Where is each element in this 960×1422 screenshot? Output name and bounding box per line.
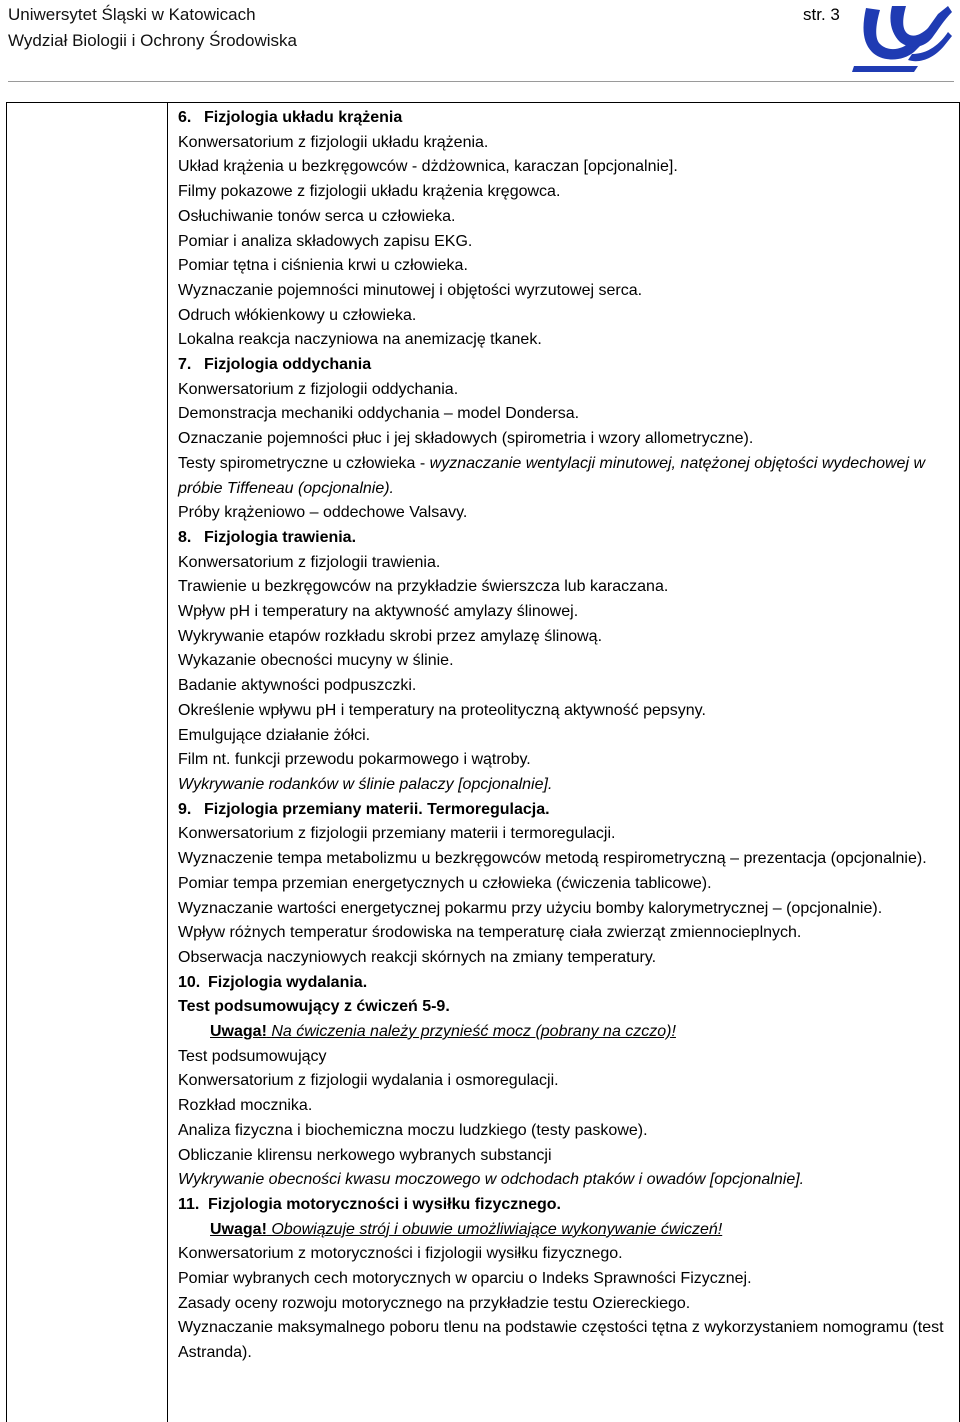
item-text: Zasady oceny rozwoju motorycznego na przykładzie testu Oziereckiego. [178, 1294, 691, 1312]
item-text: Konwersatorium z fizjologii trawienia. [178, 553, 441, 571]
item-text: Konwersatorium z fizjologii przemiany materii i termoregulacji. [178, 825, 616, 843]
item-text: Wpływ różnych temperatur środowiska na temperaturę ciała zwierząt zmiennocieplnych. [178, 924, 802, 942]
item-text: Filmy pokazowe z fizjologii układu krążenia kręgowca. [178, 183, 561, 201]
item-text: Badanie aktywności podpuszczki. [178, 677, 417, 695]
section-title: Fizjologia trawienia. [204, 528, 357, 546]
list-item [178, 822, 952, 847]
item-text: Oznaczanie pojemności płuc i jej składowych (spirometria i wzory allometryczne). [178, 430, 754, 448]
item-text: Test podsumowujący z ćwiczeń 5-9. [178, 998, 450, 1016]
list-item [178, 180, 952, 205]
section-title: Fizjologia motoryczności i wysiłku fizycznego. [208, 1195, 561, 1213]
list-item [178, 847, 952, 872]
list-item [178, 748, 952, 773]
list-item [178, 1168, 952, 1193]
item-text: Układ krążenia u bezkręgowców - dżdżownica, karaczan [opcjonalnie]. [178, 158, 678, 176]
list-item [178, 501, 952, 526]
section-heading [178, 798, 952, 823]
list-item [178, 1316, 952, 1365]
item-text: Wykrywanie etapów rozkładu skrobi przez amylazę ślinową. [178, 627, 603, 645]
list-item [178, 1069, 952, 1094]
list-item [178, 230, 952, 255]
item-text: Obserwacja naczyniowych reakcji skórnych na zmiany temperatury. [178, 948, 657, 966]
university-logo-icon [848, 2, 954, 74]
item-text: Konwersatorium z fizjologii wydalania i osmoregulacji. [178, 1072, 559, 1090]
list-item [178, 1267, 952, 1292]
list-item [178, 575, 952, 600]
item-text: Wyznaczanie pojemności minutowej i objętości wyrzutowej serca. [178, 281, 643, 299]
notice-line [178, 1020, 952, 1045]
list-item [178, 131, 952, 156]
list-item [178, 773, 952, 798]
item-text: Emulgujące działanie żółci. [178, 726, 371, 744]
list-item [178, 304, 952, 329]
list-item [178, 625, 952, 650]
section-heading [178, 106, 952, 131]
item-text: Wyznaczanie wartości energetycznej pokarmu przy użyciu bomby kalorymetrycznej – (opcjonalnie). [178, 899, 883, 917]
list-item [178, 1242, 952, 1267]
section-number: 8. [178, 528, 192, 546]
notice-text: Na ćwiczenia należy przynieść mocz (pobrany na czczo)! [266, 1023, 676, 1041]
item-text: Pomiar wybranych cech motorycznych w oparciu o Indeks Sprawności Fizycznej. [178, 1270, 752, 1288]
syllabus-content [178, 106, 952, 1366]
section-number: 7. [178, 356, 192, 374]
list-item [178, 378, 952, 403]
list-item [178, 1094, 952, 1119]
item-text: Próby krążeniowo – oddechowe Valsavy. [178, 504, 468, 522]
item-text: Demonstracja mechaniki oddychania – model Dondersa. [178, 405, 580, 423]
list-item [178, 427, 952, 452]
header-university: Uniwersytet Śląski w Katowicach [8, 5, 256, 24]
list-item [178, 1292, 952, 1317]
item-text: Konwersatorium z fizjologii układu krążenia. [178, 133, 489, 151]
section-heading [178, 1193, 952, 1218]
item-text: Analiza fizyczna i biochemiczna moczu ludzkiego (testy paskowe). [178, 1121, 648, 1139]
list-item [178, 946, 952, 971]
list-item [178, 649, 952, 674]
section-number: 10. [178, 973, 201, 991]
item-text: Wyznaczanie maksymalnego poboru tlenu na podstawie częstości tętna z wykorzystaniem nomogramu (test Astranda). [178, 1319, 944, 1362]
list-item [178, 872, 952, 897]
item-text: Film nt. funkcji przewodu pokarmowego i wątroby. [178, 751, 531, 769]
item-text: Rozkład mocznika. [178, 1097, 313, 1115]
section-title: Fizjologia oddychania [204, 356, 372, 374]
list-item [178, 1119, 952, 1144]
section-number: 11. [178, 1195, 200, 1213]
section-heading [178, 353, 952, 378]
header-faculty: Wydział Biologii i Ochrony Środowiska [8, 31, 297, 50]
item-text: Pomiar tętna i ciśnienia krwi u człowieka. [178, 257, 468, 275]
item-text: Wpływ pH i temperatury na aktywność amylazy ślinowej. [178, 603, 579, 621]
item-text: Obliczanie klirensu nerkowego wybranych substancji [178, 1146, 552, 1164]
list-item [178, 155, 952, 180]
section-heading [178, 971, 952, 996]
list-item [178, 724, 952, 749]
list-item [178, 205, 952, 230]
list-item [178, 279, 952, 304]
list-item [178, 1144, 952, 1169]
item-text: Testy spirometryczne u człowieka - [178, 454, 430, 472]
notice-label: Uwaga! [210, 1220, 267, 1238]
list-item [178, 1045, 952, 1070]
section-title: Fizjologia układu krążenia [204, 109, 403, 126]
item-text: Pomiar i analiza składowych zapisu EKG. [178, 232, 473, 250]
item-text-italic: Wykrywanie obecności kwasu moczowego w odchodach ptaków i owadów [opcjonalnie]. [178, 1171, 805, 1189]
page-number: str. 3 [803, 5, 840, 24]
section-number: 6. [178, 109, 192, 126]
list-item [178, 402, 952, 427]
table-column-divider [167, 102, 168, 1422]
list-item [178, 995, 952, 1020]
list-item [178, 699, 952, 724]
item-text: Wyznaczenie tempa metabolizmu u bezkręgowców metodą respirometryczną – prezentacja (opcjonalnie). [178, 850, 927, 868]
item-text: Osłuchiwanie tonów serca u człowieka. [178, 207, 456, 225]
section-heading [178, 526, 952, 551]
item-text-italic: Wykrywanie rodanków w ślinie palaczy [opcjonalnie]. [178, 775, 553, 793]
notice-text: Obowiązuje strój i obuwie umożliwiające wykonywanie ćwiczeń! [266, 1220, 723, 1238]
section-number: 9. [178, 800, 192, 818]
list-item [178, 254, 952, 279]
notice-label: Uwaga! [210, 1023, 267, 1041]
header-rule [8, 81, 954, 82]
item-text: Wykazanie obecności mucyny w ślinie. [178, 652, 454, 670]
notice-line [178, 1218, 952, 1243]
item-text: Trawienie u bezkręgowców na przykładzie świerszcza lub karaczana. [178, 578, 669, 596]
section-title: Fizjologia wydalania. [208, 973, 368, 991]
item-text: Konwersatorium z fizjologii oddychania. [178, 380, 459, 398]
item-text: Lokalna reakcja naczyniowa na anemizację tkanek. [178, 331, 542, 349]
list-item [178, 921, 952, 946]
item-text: Odruch włókienkowy u człowieka. [178, 306, 417, 324]
item-text: Pomiar tempa przemian energetycznych u człowieka (ćwiczenia tablicowe). [178, 874, 712, 892]
item-text: Test podsumowujący [178, 1047, 327, 1065]
list-item [178, 328, 952, 353]
list-item [178, 551, 952, 576]
section-title: Fizjologia przemiany materii. Termoregulacja. [204, 800, 550, 818]
list-item [178, 452, 952, 501]
list-item [178, 600, 952, 625]
item-text-italic: wyznaczanie wentylacji minutowej, natężonej objętości wydechowej w próbie Tiffeneau (opcjonalnie). [178, 454, 925, 497]
list-item [178, 674, 952, 699]
item-text: Określenie wpływu pH i temperatury na proteolityczną aktywność pepsyny. [178, 701, 706, 719]
list-item [178, 897, 952, 922]
item-text: Konwersatorium z motoryczności i fizjologii wysiłku fizycznego. [178, 1245, 623, 1263]
